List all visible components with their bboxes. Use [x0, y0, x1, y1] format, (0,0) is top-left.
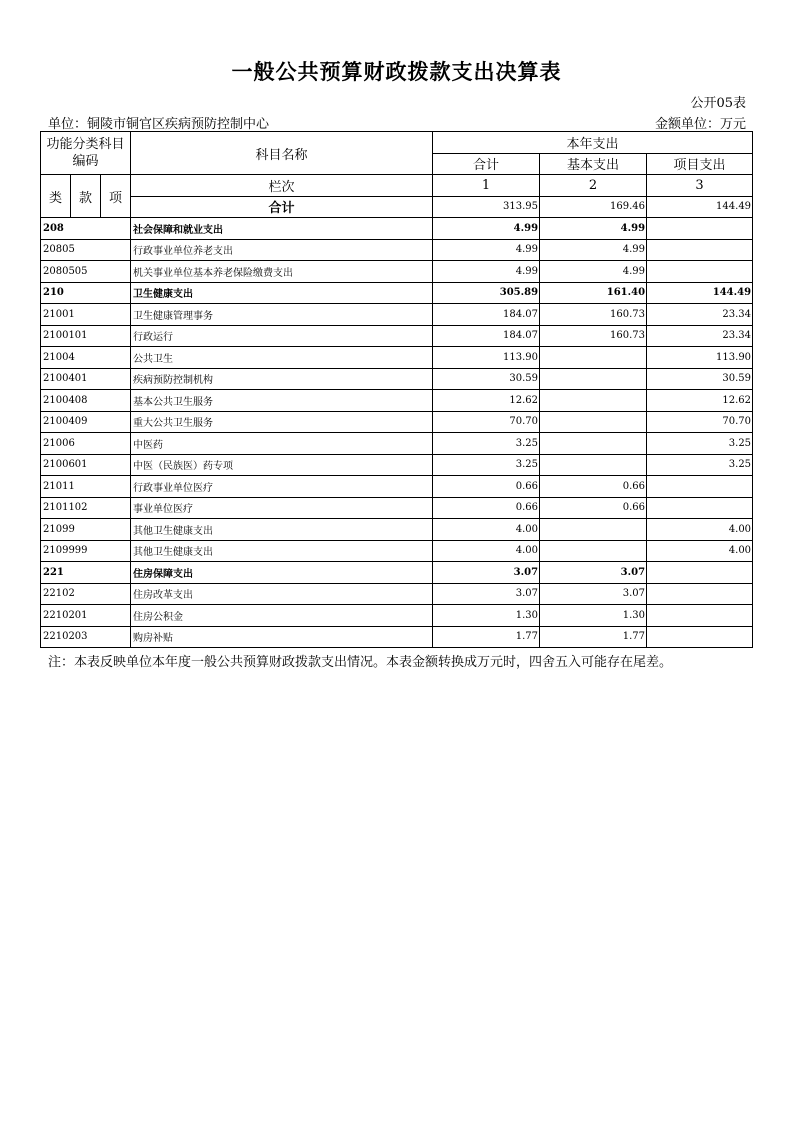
row-total: 3.07: [433, 583, 540, 605]
row-subject-name: 其他卫生健康支出: [131, 519, 433, 541]
table-row: [41, 583, 753, 605]
row-total: 12.62: [433, 390, 540, 412]
subject-name-header: 科目名称: [131, 132, 433, 175]
row-code: 20805: [41, 239, 131, 261]
row-code: 2101102: [41, 497, 131, 519]
row-project: 144.49: [647, 282, 753, 304]
row-total: 305.89: [433, 282, 540, 304]
unit-label: 单位：铜陵市铜官区疾病预防控制中心: [48, 117, 270, 132]
row-project: 30.59: [647, 368, 753, 390]
row-subject-name: 住房改革支出: [131, 583, 433, 605]
row-subject-name: 中医（民族医）药专项: [131, 454, 433, 476]
row-subject-name: 行政运行: [131, 325, 433, 347]
col3-header: 3: [647, 175, 753, 197]
row-code: 21006: [41, 433, 131, 455]
table-row: [41, 390, 753, 412]
row-total: 4.00: [433, 540, 540, 562]
row-total: 1.77: [433, 626, 540, 648]
func-code-header: 功能分类科目编码: [41, 132, 131, 175]
xiang-header: 项: [101, 175, 131, 218]
row-basic: 1.30: [540, 605, 647, 627]
col2-header: 2: [540, 175, 647, 197]
summary-label: 合计: [131, 196, 433, 218]
row-basic: 4.99: [540, 261, 647, 283]
table-row: [41, 239, 753, 261]
row-code: 2109999: [41, 540, 131, 562]
table-row: [41, 218, 753, 240]
row-code: 21011: [41, 476, 131, 498]
table-row: [41, 454, 753, 476]
row-code: 210: [41, 282, 131, 304]
row-total: 4.99: [433, 218, 540, 240]
table-row: [41, 325, 753, 347]
table-row: [41, 304, 753, 326]
money-unit-label: 金额单位：万元: [654, 117, 746, 132]
row-basic: 4.99: [540, 239, 647, 261]
row-project: [647, 626, 753, 648]
row-subject-name: 卫生健康管理事务: [131, 304, 433, 326]
row-basic: [540, 368, 647, 390]
row-code: 21001: [41, 304, 131, 326]
row-basic: 0.66: [540, 497, 647, 519]
basic-header: 基本支出: [540, 153, 647, 175]
row-basic: 1.77: [540, 626, 647, 648]
row-project: 23.34: [647, 325, 753, 347]
row-total: 1.30: [433, 605, 540, 627]
summary-basic: 169.46: [540, 196, 647, 218]
row-total: 30.59: [433, 368, 540, 390]
row-project: 113.90: [647, 347, 753, 369]
total-header: 合计: [433, 153, 540, 175]
row-code: 22102: [41, 583, 131, 605]
table-row: [41, 368, 753, 390]
form-number: 公开05表: [690, 96, 746, 111]
row-code: 2100409: [41, 411, 131, 433]
table-row: [41, 411, 753, 433]
table-row: [41, 433, 753, 455]
row-total: 184.07: [433, 325, 540, 347]
row-project: 12.62: [647, 390, 753, 412]
row-code: 2100401: [41, 368, 131, 390]
row-project: [647, 218, 753, 240]
row-total: 184.07: [433, 304, 540, 326]
row-total: 4.99: [433, 261, 540, 283]
row-project: 4.00: [647, 519, 753, 541]
row-project: [647, 605, 753, 627]
row-project: 3.25: [647, 454, 753, 476]
row-project: [647, 562, 753, 584]
row-project: 70.70: [647, 411, 753, 433]
row-project: [647, 239, 753, 261]
summary-project: 144.49: [647, 196, 753, 218]
row-basic: 3.07: [540, 583, 647, 605]
expenditure-table: [40, 131, 753, 648]
table-row: [41, 497, 753, 519]
table-row: [41, 540, 753, 562]
row-subject-name: 卫生健康支出: [131, 282, 433, 304]
table-row: [41, 519, 753, 541]
row-code: 21099: [41, 519, 131, 541]
row-project: 4.00: [647, 540, 753, 562]
row-project: [647, 261, 753, 283]
row-basic: 4.99: [540, 218, 647, 240]
column-no-header: 栏次: [131, 175, 433, 197]
kuan-header: 款: [71, 175, 101, 218]
table-row: [41, 605, 753, 627]
row-total: 113.90: [433, 347, 540, 369]
page-title: 一般公共预算财政拨款支出决算表: [231, 60, 562, 84]
row-subject-name: 事业单位医疗: [131, 497, 433, 519]
row-code: 2100101: [41, 325, 131, 347]
table-row: [41, 562, 753, 584]
row-code: 2210203: [41, 626, 131, 648]
row-basic: [540, 540, 647, 562]
row-total: 3.07: [433, 562, 540, 584]
row-subject-name: 疾病预防控制机构: [131, 368, 433, 390]
row-basic: [540, 433, 647, 455]
row-project: 3.25: [647, 433, 753, 455]
row-subject-name: 住房公积金: [131, 605, 433, 627]
header-row-1: [41, 132, 753, 154]
lei-header: 类: [41, 175, 71, 218]
row-subject-name: 公共卫生: [131, 347, 433, 369]
row-total: 0.66: [433, 476, 540, 498]
table-row: [41, 261, 753, 283]
row-subject-name: 行政事业单位医疗: [131, 476, 433, 498]
summary-total: 313.95: [433, 196, 540, 218]
row-basic: 160.73: [540, 304, 647, 326]
footnote: 注：本表反映单位本年度一般公共预算财政拨款支出情况。本表金额转换成万元时，四舍五入可能存在尾差。: [48, 655, 673, 670]
row-basic: [540, 519, 647, 541]
row-code: 221: [41, 562, 131, 584]
table-row: [41, 282, 753, 304]
row-basic: 161.40: [540, 282, 647, 304]
col1-header: 1: [433, 175, 540, 197]
current-year-header: 本年支出: [433, 132, 753, 154]
row-total: 3.25: [433, 433, 540, 455]
row-basic: [540, 411, 647, 433]
row-subject-name: 行政事业单位养老支出: [131, 239, 433, 261]
row-code: 21004: [41, 347, 131, 369]
row-total: 3.25: [433, 454, 540, 476]
row-basic: [540, 390, 647, 412]
row-basic: [540, 454, 647, 476]
row-code: 2100408: [41, 390, 131, 412]
row-subject-name: 其他卫生健康支出: [131, 540, 433, 562]
row-project: [647, 476, 753, 498]
row-subject-name: 中医药: [131, 433, 433, 455]
row-subject-name: 购房补贴: [131, 626, 433, 648]
row-total: 0.66: [433, 497, 540, 519]
row-basic: 160.73: [540, 325, 647, 347]
row-subject-name: 社会保障和就业支出: [131, 218, 433, 240]
row-project: 23.34: [647, 304, 753, 326]
row-basic: [540, 347, 647, 369]
table-row: [41, 347, 753, 369]
row-project: [647, 583, 753, 605]
row-basic: 3.07: [540, 562, 647, 584]
table-row: [41, 626, 753, 648]
header-row-3: [41, 175, 753, 197]
row-total: 4.99: [433, 239, 540, 261]
row-code: 2080505: [41, 261, 131, 283]
project-header: 项目支出: [647, 153, 753, 175]
row-project: [647, 497, 753, 519]
row-subject-name: 重大公共卫生服务: [131, 411, 433, 433]
row-subject-name: 基本公共卫生服务: [131, 390, 433, 412]
row-subject-name: 机关事业单位基本养老保险缴费支出: [131, 261, 433, 283]
row-code: 208: [41, 218, 131, 240]
table-row: [41, 476, 753, 498]
row-basic: 0.66: [540, 476, 647, 498]
summary-row: [41, 196, 753, 218]
row-total: 70.70: [433, 411, 540, 433]
row-total: 4.00: [433, 519, 540, 541]
row-subject-name: 住房保障支出: [131, 562, 433, 584]
row-code: 2100601: [41, 454, 131, 476]
row-code: 2210201: [41, 605, 131, 627]
